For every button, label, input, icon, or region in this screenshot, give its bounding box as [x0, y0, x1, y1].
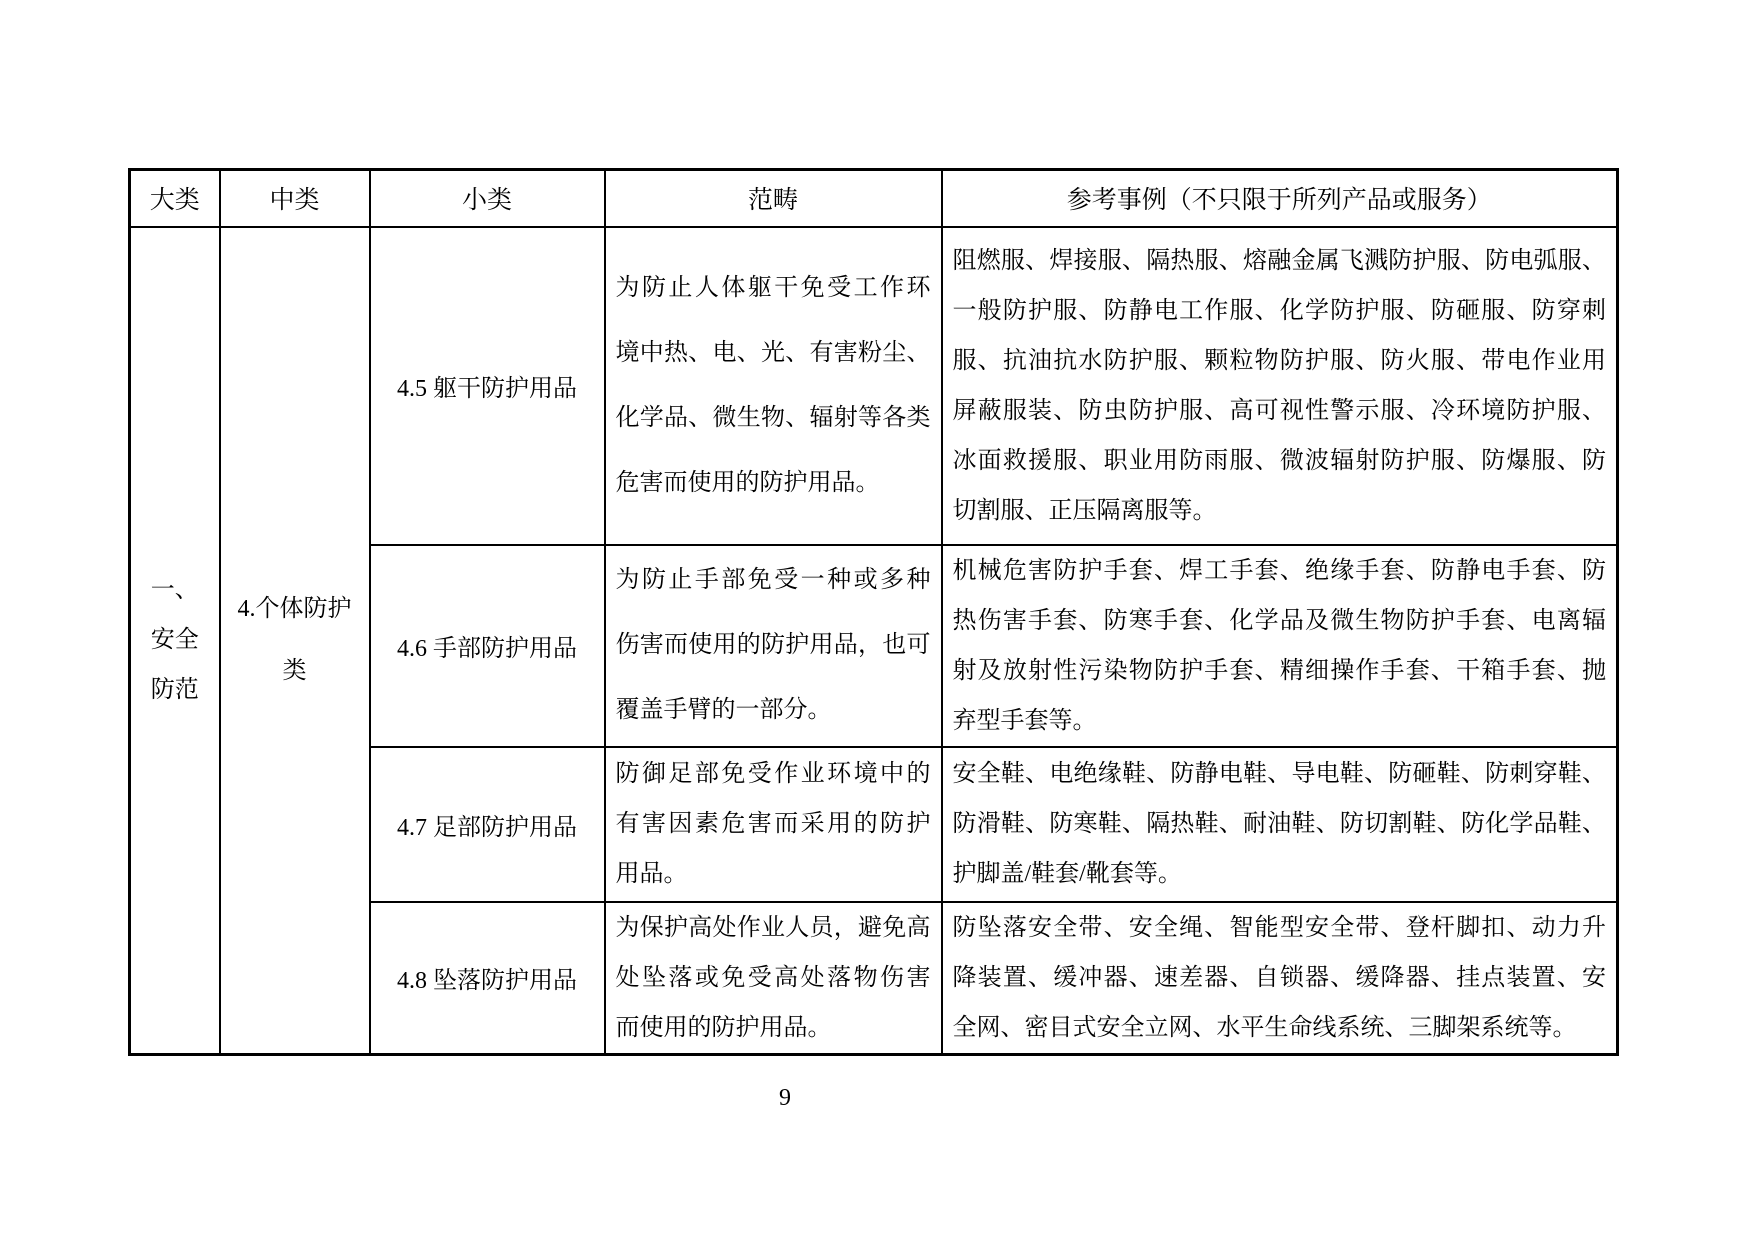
scope-line: 化学品、微生物、辐射等各类 — [615, 404, 931, 431]
scope-line: 境中热、电、光、有害粉尘、 — [615, 339, 931, 366]
col-header-scope: 范畴 — [605, 170, 942, 227]
examples-line: 安全鞋、电绝缘鞋、防静电鞋、导电鞋、防砸鞋、防刺穿鞋、 — [952, 761, 1606, 787]
col-header-sub-category: 小类 — [370, 170, 605, 227]
examples-line: 护脚盖/鞋套/靴套等。 — [952, 861, 1182, 887]
scope-line: 而使用的防护用品。 — [615, 1014, 832, 1041]
examples-line: 降装置、缓冲器、速差器、自锁器、缓降器、挂点装置、安 — [952, 964, 1606, 991]
examples-line: 机械危害防护手套、焊工手套、绝缘手套、防静电手套、防 — [952, 557, 1606, 584]
examples-line: 阻燃服、焊接服、隔热服、熔融金属飞溅防护服、防电弧服、 — [952, 247, 1606, 274]
cell-scope-4-8 — [605, 902, 942, 1055]
scope-line: 危害而使用的防护用品。 — [615, 469, 880, 496]
cell-major-category — [130, 227, 220, 1055]
examples-line: 切割服、正压隔离服等。 — [952, 497, 1217, 524]
examples-line: 防滑鞋、防寒鞋、隔热鞋、耐油鞋、防切割鞋、防化学品鞋、 — [952, 811, 1606, 837]
cell-sub-category-4-5: 4.5 躯干防护用品 — [370, 227, 605, 545]
examples-line: 屏蔽服装、防虫防护服、高可视性警示服、冷环境防护服、 — [952, 397, 1606, 424]
table-row-4-5 — [130, 227, 1618, 545]
header-row — [130, 170, 1618, 227]
page-number: 9 — [779, 1085, 791, 1111]
examples-line: 冰面救援服、职业用防雨服、微波辐射防护服、防爆服、防 — [952, 447, 1606, 474]
scope-line: 覆盖手臂的一部分。 — [615, 697, 832, 723]
cell-sub-category-4-7: 4.7 足部防护用品 — [370, 747, 605, 902]
examples-line: 全网、密目式安全立网、水平生命线系统、三脚架系统等。 — [952, 1014, 1577, 1041]
middle-category-line: 类 — [282, 658, 307, 684]
col-header-middle-category: 中类 — [220, 170, 370, 227]
examples-line: 射及放射性污染物防护手套、精细操作手套、干箱手套、抛 — [952, 657, 1606, 684]
scope-line: 为防止人体躯干免受工作环 — [615, 274, 931, 301]
scope-line: 用品。 — [615, 861, 688, 887]
cell-examples-4-6 — [942, 545, 1618, 747]
cell-sub-category-4-6: 4.6 手部防护用品 — [370, 545, 605, 747]
major-category-line: 一、 — [150, 577, 199, 603]
cell-scope-4-6 — [605, 545, 942, 747]
cell-scope-4-7 — [605, 747, 942, 902]
cell-sub-category-4-8: 4.8 坠落防护用品 — [370, 902, 605, 1055]
examples-line: 弃型手套等。 — [952, 707, 1097, 734]
cell-examples-4-5 — [942, 227, 1618, 545]
major-category-line: 防范 — [150, 677, 199, 703]
scope-line: 为防止手部免受一种或多种 — [615, 567, 931, 593]
classification-table — [128, 168, 1619, 1056]
middle-category-line: 4.个体防护 — [237, 596, 352, 622]
cell-examples-4-7 — [942, 747, 1618, 902]
examples-line: 防坠落安全带、安全绳、智能型安全带、登杆脚扣、动力升 — [952, 914, 1606, 941]
col-header-examples: 参考事例（不只限于所列产品或服务） — [942, 170, 1618, 227]
cell-examples-4-8 — [942, 902, 1618, 1055]
scope-line: 处坠落或免受高处落物伤害 — [615, 964, 931, 991]
examples-line: 热伤害手套、防寒手套、化学品及微生物防护手套、电离辐 — [952, 607, 1606, 634]
scope-line: 有害因素危害而采用的防护 — [615, 811, 931, 837]
cell-scope-4-5 — [605, 227, 942, 545]
scope-line: 为保护高处作业人员，避免高 — [615, 914, 931, 941]
examples-line: 一般防护服、防静电工作服、化学防护服、防砸服、防穿刺 — [952, 297, 1606, 324]
major-category-line: 安全 — [150, 627, 199, 653]
scope-line: 伤害而使用的防护用品，也可 — [615, 632, 931, 658]
examples-line: 服、抗油抗水防护服、颗粒物防护服、防火服、带电作业用 — [952, 347, 1606, 374]
scope-line: 防御足部免受作业环境中的 — [615, 761, 931, 787]
cell-middle-category — [220, 227, 370, 1055]
col-header-major-category: 大类 — [130, 170, 220, 227]
